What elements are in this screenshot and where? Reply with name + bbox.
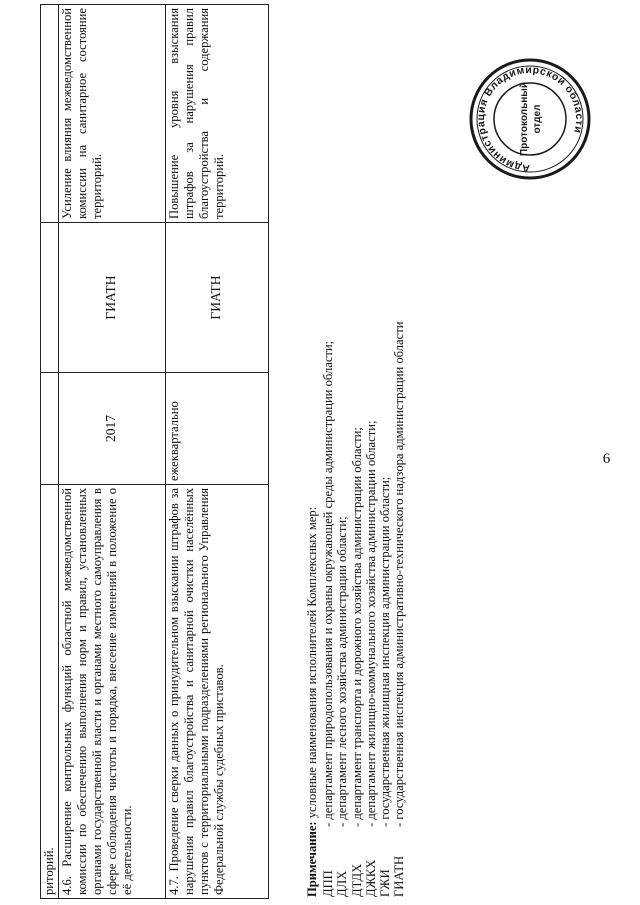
note-heading <box>305 322 319 897</box>
table-row <box>165 5 268 899</box>
note-label: Примечание: <box>305 821 319 897</box>
abbreviation-description: - государственная жилищная инспекция администрации области; <box>378 476 393 827</box>
executor-cell: ГИАТН <box>58 223 165 373</box>
measure-cell: 4.6. Расширение контрольных функций областной межведомственной комиссии по обеспечению выполнения норм и правил, установленных органами государственной власти и органами местного самоуправления в сфере соблюдения чистоты и порядка, внесение изменений в положение о её деятельности. <box>58 485 165 899</box>
note-section <box>305 322 406 897</box>
abbreviation-code: ГИАТН <box>392 855 407 897</box>
abbreviation-code: ДЛХ <box>335 870 350 897</box>
continuation-cell: риторий. <box>41 485 59 899</box>
list-item <box>364 322 378 897</box>
seal-center-line-2: отдел <box>532 104 543 134</box>
abbreviation-description: - департамент транспорта и дорожного хозяйства администрации области; <box>349 427 364 827</box>
abbreviation-code: ДТДХ <box>349 863 364 897</box>
empty-cell <box>41 373 59 485</box>
seal-stamp <box>468 57 592 181</box>
abbreviation-description: - департамент жилищно-коммунального хозяйства администрации области; <box>363 420 378 827</box>
abbreviation-list <box>321 322 406 897</box>
measure-cell: 4.7. Проведение сверки данных о принудительном взыскании штрафов за нарушения правил благоустройства и санитарной очистки населённых пунктов с территориальными подразделениями регионального Управления Федеральной службы судебных приставов. <box>165 485 268 899</box>
table-row <box>41 5 59 899</box>
measures-table <box>40 4 269 899</box>
abbreviation-description: - департамент природопользования и охраны окружающей среды администрации области; <box>321 340 336 827</box>
abbreviation-code: ГЖИ <box>378 869 393 897</box>
list-item <box>378 322 392 897</box>
abbreviation-description: - департамент лесного хозяйства администрации области; <box>335 516 350 827</box>
executor-cell: ГИАТН <box>165 223 268 373</box>
page-number: 6 <box>602 450 611 467</box>
result-cell: Повышение уровня взыскания штрафов за нарушения правил благоустройства и содержания территорий. <box>165 5 268 223</box>
list-item <box>392 322 406 897</box>
seal-center-line-1: Протокольный <box>519 82 530 156</box>
period-cell: 2017 <box>58 373 165 485</box>
empty-cell <box>41 223 59 373</box>
abbreviation-description: - государственная инспекция административно-технического надзора администрации области <box>392 321 407 827</box>
seal-ring-text: Администрация Владимирской области <box>474 63 586 175</box>
empty-cell <box>41 5 59 223</box>
list-item <box>335 322 349 897</box>
abbreviation-code: ДЖКХ <box>363 859 378 897</box>
result-cell: Усиление влияния межведомственной комиссии на санитарное состояние территорий. <box>58 5 165 223</box>
table-row <box>58 5 165 899</box>
note-text: условные наименования исполнителей Комплексных мер: <box>305 506 319 822</box>
list-item <box>350 322 364 897</box>
abbreviation-code: ДПП <box>321 870 336 897</box>
period-cell: ежеквартально <box>165 373 268 485</box>
list-item <box>321 322 335 897</box>
